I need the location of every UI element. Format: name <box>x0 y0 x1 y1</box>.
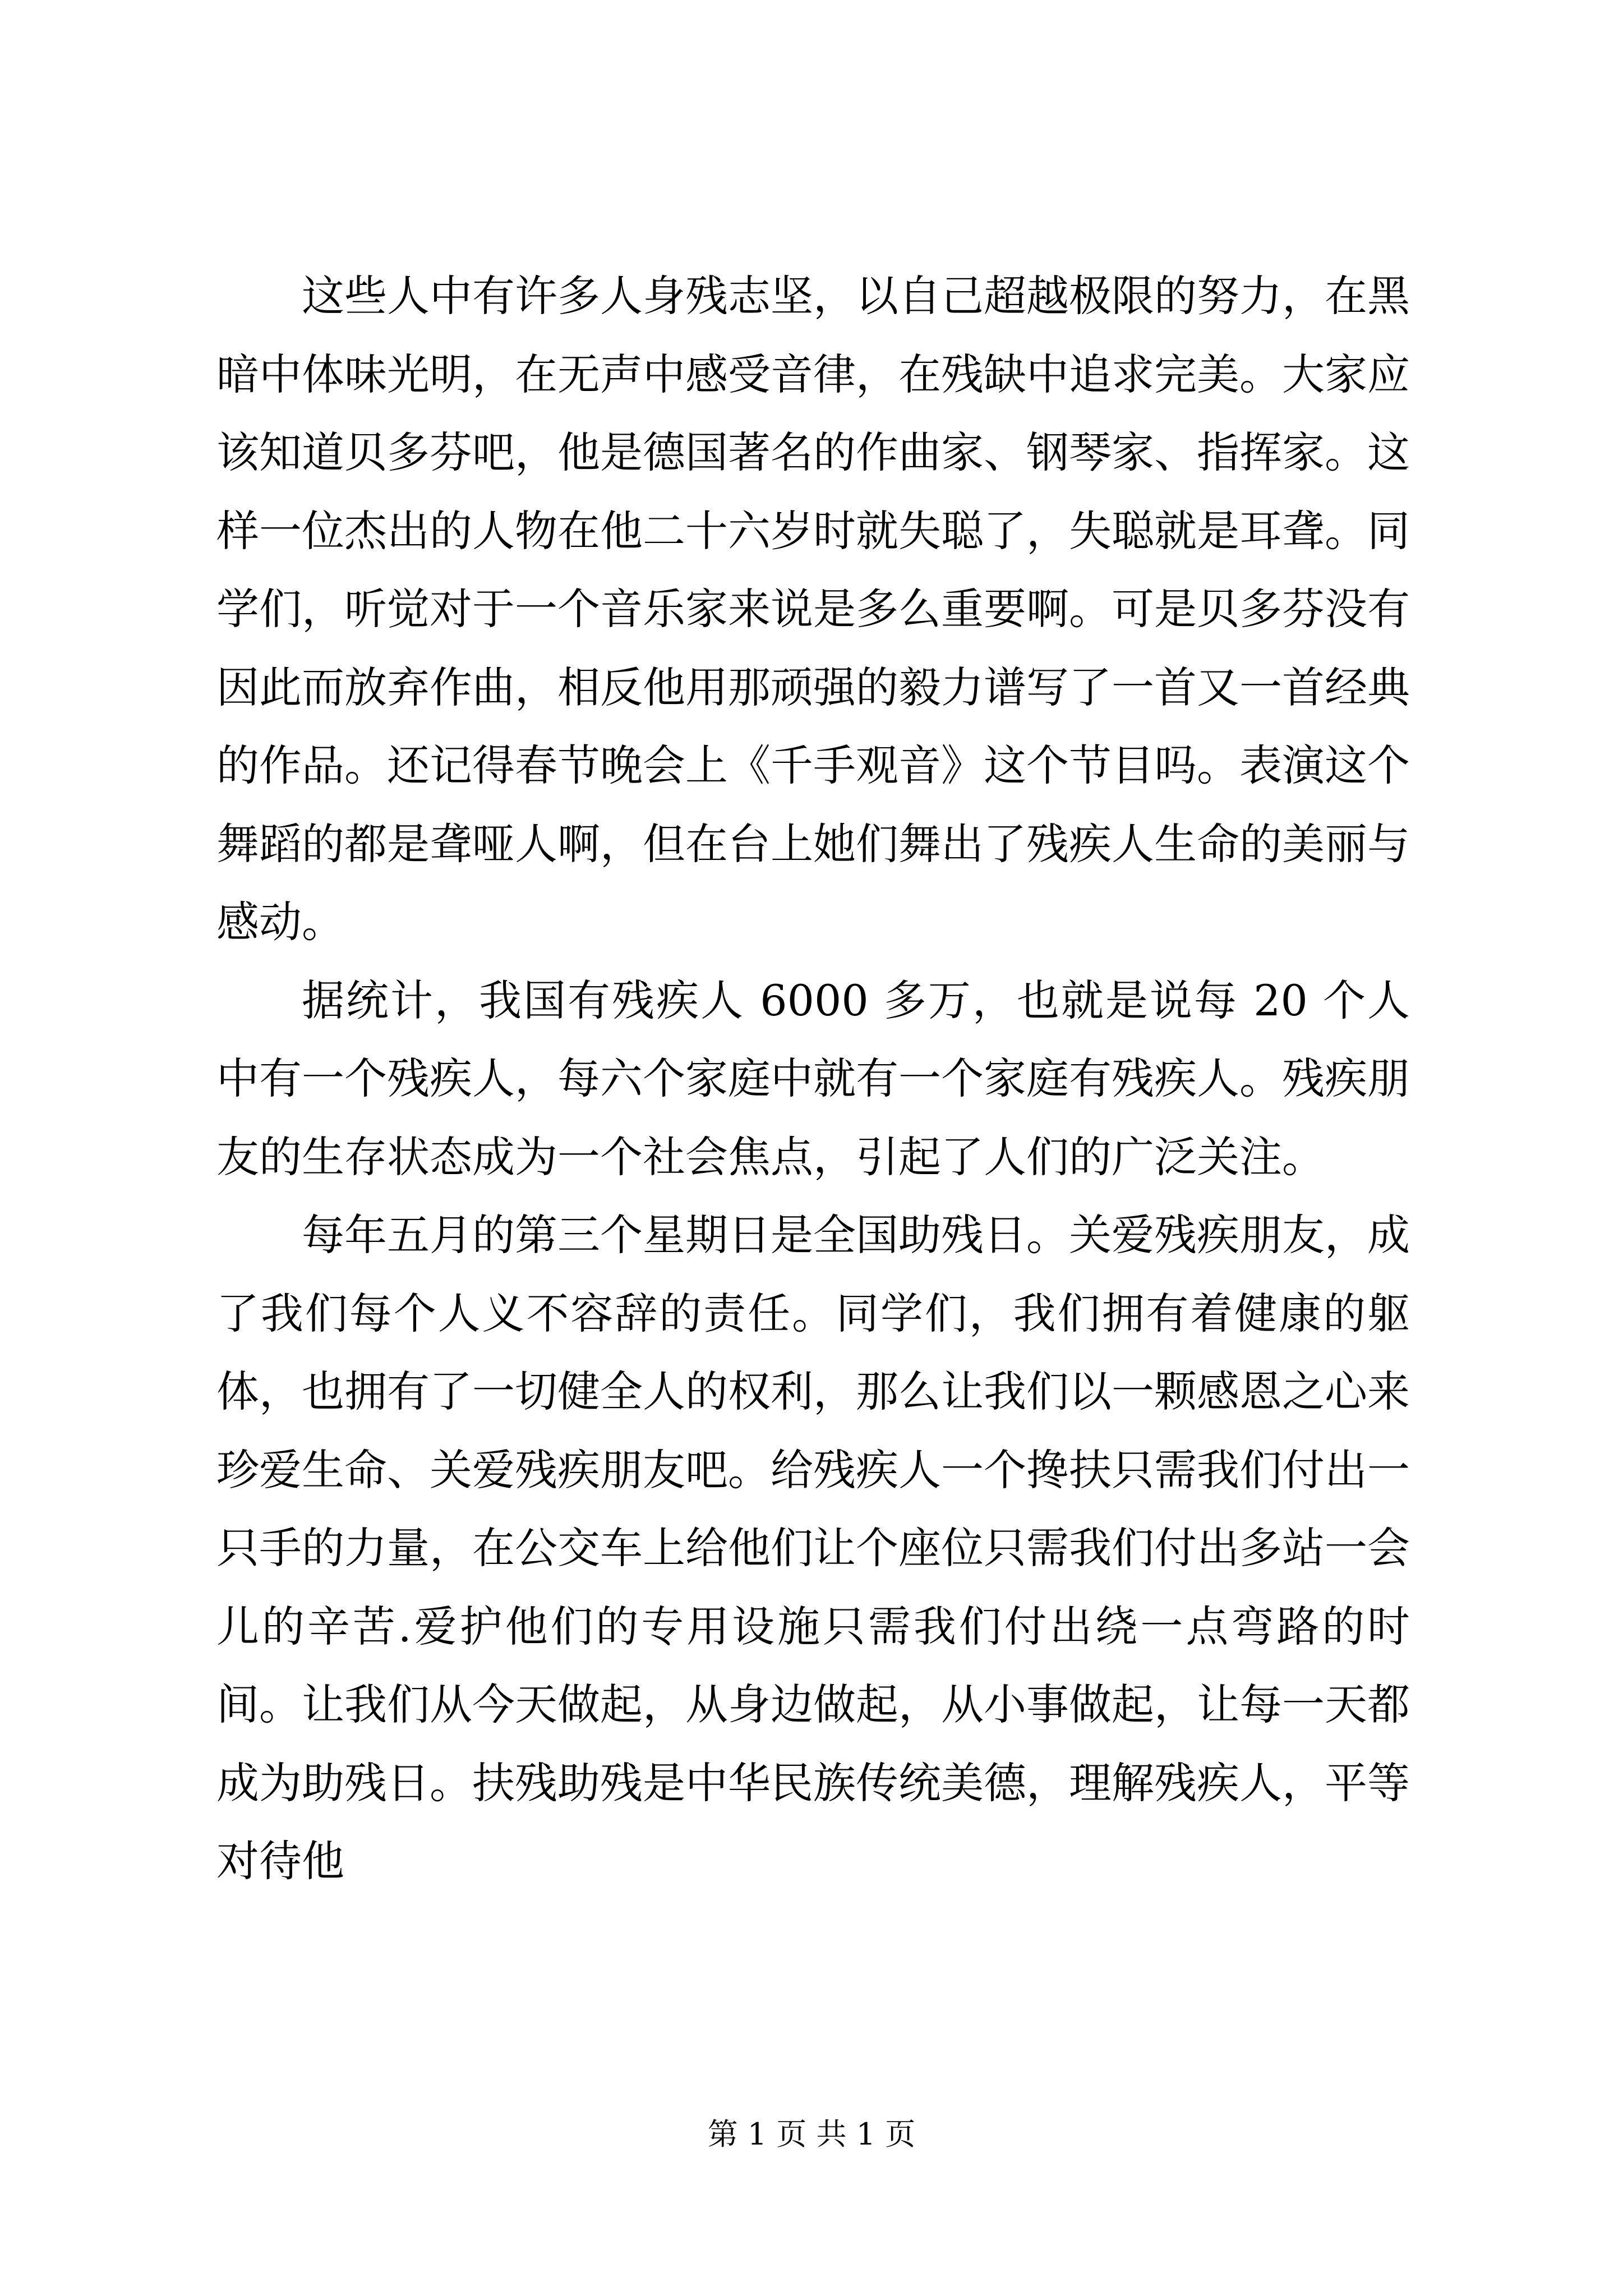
paragraph-2: 据统计，我国有残疾人 6000 多万，也就是说每 20 个人中有一个残疾人，每六个家庭中就有一个家庭有残疾人。残疾朋友的生存状态成为一个社会焦点，引起了人们的广泛关注。 <box>216 975 1410 1182</box>
document-body <box>216 257 1410 1901</box>
paragraph-1: 这些人中有许多人身残志坚，以自己超越极限的努力，在黑暗中体味光明，在无声中感受音律，在残缺中追求完美。大家应该知道贝多芬吧，他是德国著名的作曲家、钢琴家、指挥家。这样一位杰出的人物在他二十六岁时就失聪了，失聪就是耳聋。同学们，听觉对于一个音乐家来说是多么重要啊。可是贝多芬没有因此而放弃作曲，相反他用那顽强的毅力谱写了一首又一首经典的作品。还记得春节晚会上《千手观音》这个节目吗。表演这个舞蹈的都是聋哑人啊，但在台上她们舞出了残疾人生命的美丽与感动。 <box>216 271 1410 947</box>
page-footer: 第 1 页 共 1 页 <box>707 2116 916 2152</box>
paragraph-3: 每年五月的第三个星期日是全国助残日。关爱残疾朋友，成了我们每个人义不容辞的责任。同学们，我们拥有着健康的躯体，也拥有了一切健全人的权利，那么让我们以一颗感恩之心来珍爱生命、关爱残疾朋友吧。给残疾人一个搀扶只需我们付出一只手的力量，在公交车上给他们让个座位只需我们付出多站一会儿的辛苦.爱护他们的专用设施只需我们付出绕一点弯路的时间。让我们从今天做起，从身边做起，从小事做起，让每一天都成为助残日。扶残助残是中华民族传统美德，理解残疾人，平等对待他 <box>216 1210 1410 1886</box>
